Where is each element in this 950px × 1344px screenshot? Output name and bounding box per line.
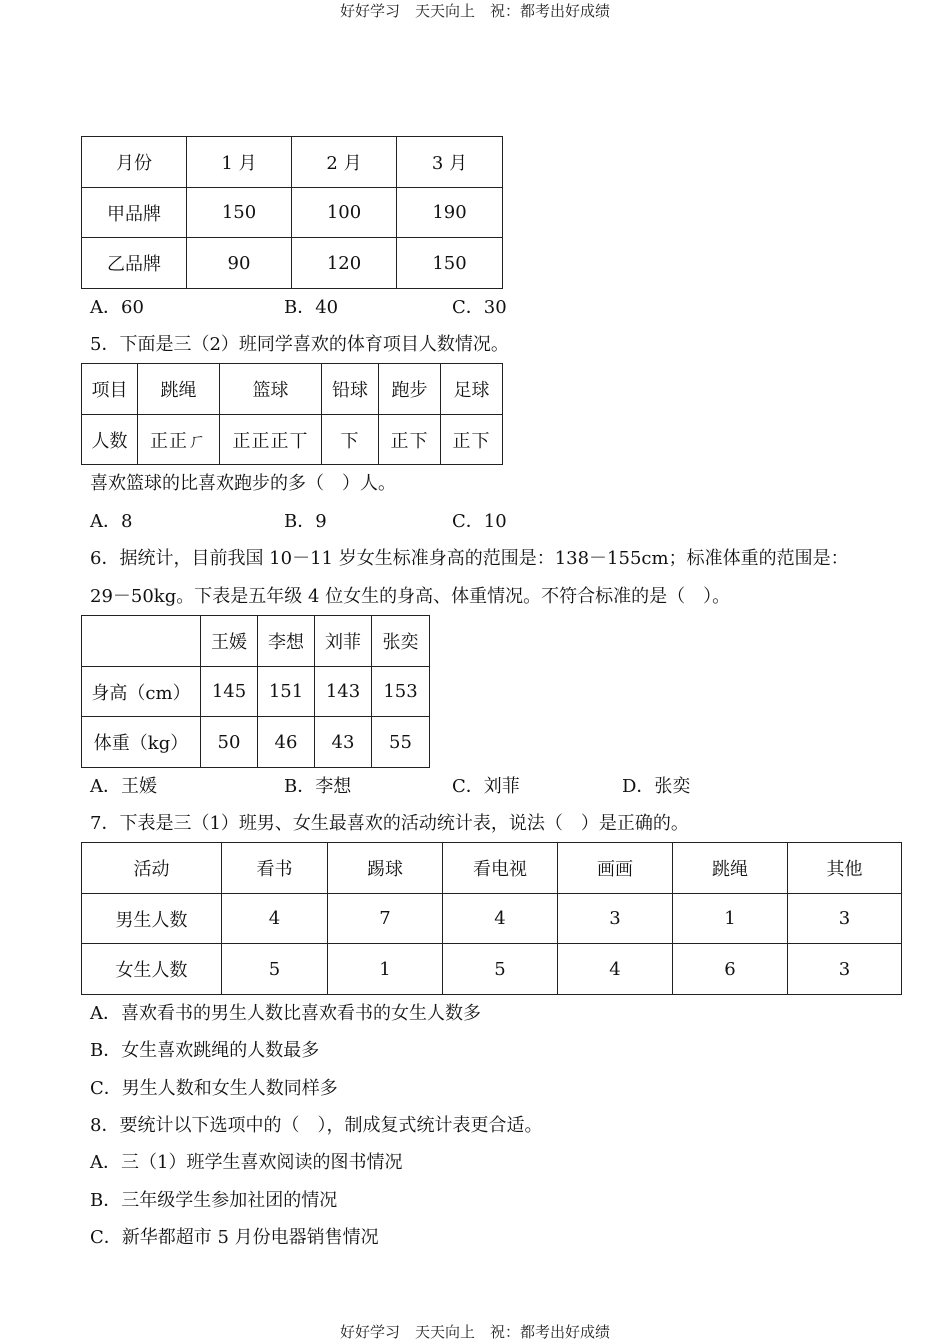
q5-option-a: A．8 bbox=[90, 511, 133, 532]
table-cell: 6 bbox=[673, 944, 788, 995]
table-cell: 190 bbox=[397, 188, 503, 238]
table-cell: 足球 bbox=[441, 364, 503, 415]
q7-stem: 7．下表是三（1）班男、女生最喜欢的活动统计表，说法（ ）是正确的。 bbox=[90, 813, 689, 834]
q8-stem: 8．要统计以下选项中的（ ），制成复式统计表更合适。 bbox=[90, 1115, 543, 1136]
q6-option-c: C．刘菲 bbox=[452, 776, 520, 797]
table-cell: 1 bbox=[328, 944, 443, 995]
q6-option-a: A．王媛 bbox=[90, 776, 157, 797]
table-cell: 身高（cm） bbox=[82, 667, 201, 717]
table-cell: 王媛 bbox=[201, 616, 258, 667]
q5-option-b: B．9 bbox=[284, 511, 327, 532]
q6-table bbox=[81, 615, 430, 768]
table-cell: 150 bbox=[397, 238, 503, 289]
table-cell: 乙品牌 bbox=[82, 238, 187, 289]
q8-option-a: A．三（1）班学生喜欢阅读的图书情况 bbox=[90, 1152, 403, 1173]
table-cell: 看书 bbox=[222, 843, 328, 894]
table-cell: 5 bbox=[443, 944, 558, 995]
q6-stem-line2: 29－50kg。下表是五年级 4 位女生的身高、体重情况。不符合标准的是（ ）。 bbox=[90, 586, 731, 607]
table-cell: 1 bbox=[673, 894, 788, 944]
table-cell: 跳绳 bbox=[138, 364, 220, 415]
table-cell: 3 bbox=[558, 894, 673, 944]
table-cell: 李想 bbox=[258, 616, 315, 667]
q4-option-a: A．60 bbox=[90, 297, 144, 318]
page-footer: 好好学习 天天向上 祝：都考出好成绩 bbox=[339, 1323, 610, 1341]
table-cell: 踢球 bbox=[328, 843, 443, 894]
q7-table bbox=[81, 842, 902, 995]
table-cell: 55 bbox=[372, 717, 430, 768]
table-cell: 画画 bbox=[558, 843, 673, 894]
table-cell: 7 bbox=[328, 894, 443, 944]
table-cell: 甲品牌 bbox=[82, 188, 187, 238]
q7-option-a: A．喜欢看书的男生人数比喜欢看书的女生人数多 bbox=[90, 1003, 481, 1024]
table-cell: 跑步 bbox=[379, 364, 441, 415]
table-cell: 男生人数 bbox=[82, 894, 222, 944]
table-cell: 4 bbox=[558, 944, 673, 995]
q6-option-d: D．张奕 bbox=[622, 776, 691, 797]
table-cell: 5 bbox=[222, 944, 328, 995]
q5-stem: 5．下面是三（2）班同学喜欢的体育项目人数情况。 bbox=[90, 334, 509, 355]
table-cell bbox=[82, 616, 201, 667]
table-cell: 月份 bbox=[82, 137, 187, 188]
q5-table bbox=[81, 363, 503, 465]
page-header: 好好学习 天天向上 祝：都考出好成绩 bbox=[339, 2, 610, 20]
table-cell: 50 bbox=[201, 717, 258, 768]
table-cell: 1 月 bbox=[187, 137, 292, 188]
q7-option-c: C．男生人数和女生人数同样多 bbox=[90, 1078, 338, 1099]
table-cell: 151 bbox=[258, 667, 315, 717]
table-cell: 150 bbox=[187, 188, 292, 238]
q4-option-b: B．40 bbox=[284, 297, 339, 318]
table-cell: 46 bbox=[258, 717, 315, 768]
table-cell: 143 bbox=[315, 667, 372, 717]
table-cell: 刘菲 bbox=[315, 616, 372, 667]
table-cell: 43 bbox=[315, 717, 372, 768]
table-cell: 90 bbox=[187, 238, 292, 289]
table-cell: 人数 bbox=[82, 415, 138, 465]
table-cell: 3 bbox=[788, 944, 902, 995]
q7-option-b: B．女生喜欢跳绳的人数最多 bbox=[90, 1040, 320, 1061]
tally-cell: 正下 bbox=[379, 415, 441, 465]
table-cell: 铅球 bbox=[322, 364, 379, 415]
q8-option-b: B．三年级学生参加社团的情况 bbox=[90, 1190, 338, 1211]
table-cell: 2 月 bbox=[292, 137, 397, 188]
q4-table bbox=[81, 136, 503, 289]
q6-option-b: B．李想 bbox=[284, 776, 352, 797]
table-cell: 4 bbox=[443, 894, 558, 944]
table-cell: 跳绳 bbox=[673, 843, 788, 894]
table-cell: 145 bbox=[201, 667, 258, 717]
table-cell: 100 bbox=[292, 188, 397, 238]
q5-question: 喜欢篮球的比喜欢跑步的多（ ）人。 bbox=[90, 473, 396, 494]
table-cell: 女生人数 bbox=[82, 944, 222, 995]
tally-cell: 正下 bbox=[441, 415, 503, 465]
q6-stem-line1: 6．据统计，目前我国 10－11 岁女生标准身高的范围是：138－155cm；标准体重的范围是： bbox=[90, 548, 849, 569]
table-cell: 4 bbox=[222, 894, 328, 944]
q5-option-c: C．10 bbox=[452, 511, 507, 532]
table-cell: 其他 bbox=[788, 843, 902, 894]
table-cell: 项目 bbox=[82, 364, 138, 415]
table-cell: 3 月 bbox=[397, 137, 503, 188]
table-cell: 3 bbox=[788, 894, 902, 944]
tally-cell: 正正ㄏ bbox=[138, 415, 220, 465]
table-cell: 活动 bbox=[82, 843, 222, 894]
table-cell: 体重（kg） bbox=[82, 717, 201, 768]
table-cell: 看电视 bbox=[443, 843, 558, 894]
tally-cell: 正正正丅 bbox=[220, 415, 322, 465]
q4-option-c: C．30 bbox=[452, 297, 507, 318]
table-cell: 120 bbox=[292, 238, 397, 289]
tally-cell: 下 bbox=[322, 415, 379, 465]
table-cell: 张奕 bbox=[372, 616, 430, 667]
table-cell: 153 bbox=[372, 667, 430, 717]
q8-option-c: C．新华都超市 5 月份电器销售情况 bbox=[90, 1227, 379, 1248]
table-cell: 篮球 bbox=[220, 364, 322, 415]
